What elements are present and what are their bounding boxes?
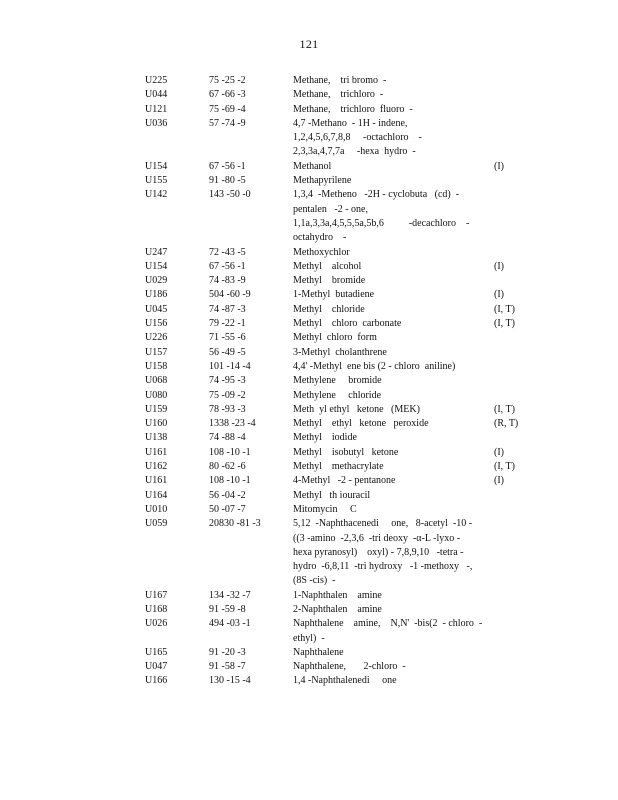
waste-code: U158 (145, 360, 168, 372)
cas-number: 494 -03 -1 (209, 618, 251, 630)
substance-name-line: 1-Naphthalen amine (293, 589, 382, 601)
waste-code: U161 (145, 446, 168, 458)
cas-number: 20830 -81 -3 (209, 518, 261, 530)
waste-code: U156 (145, 318, 168, 330)
waste-code: U225 (145, 75, 168, 86)
substance-name-line: Methylene chloride (293, 389, 382, 401)
waste-entry-row (145, 603, 525, 617)
substance-name (293, 246, 483, 260)
waste-code: U044 (145, 89, 168, 101)
substance-name (293, 460, 483, 474)
cas-number: 75 -25 -2 (209, 75, 246, 86)
waste-code: U165 (145, 646, 168, 658)
substance-name-line: Methoxychlor (293, 246, 350, 258)
substance-name-line: Methyl th iouracil (293, 489, 371, 501)
hazard-code: (I) (494, 446, 504, 458)
cas-number: 91 -80 -5 (209, 175, 246, 187)
waste-entry-row (145, 317, 525, 331)
cas-number: 108 -10 -1 (209, 475, 251, 487)
substance-name (293, 660, 483, 674)
substance-name-line: 4,4' -Methyl ene bis (2 - chloro aniline) (293, 360, 456, 372)
waste-code: U059 (145, 518, 168, 530)
substance-name-line: 2,3,3a,4,7,7a -hexa hydro - (293, 146, 416, 158)
substance-name-line: Methane, trichloro - (293, 89, 384, 101)
cas-number: 67 -56 -1 (209, 160, 246, 172)
substance-name-line: Methane, tri bromo - (293, 75, 387, 86)
waste-code: U029 (145, 275, 168, 287)
waste-entry-row (145, 417, 525, 431)
page-number: 121 (299, 37, 319, 51)
substance-name (293, 188, 483, 245)
waste-code: U226 (145, 332, 168, 344)
waste-code: U036 (145, 117, 168, 129)
hazard-code: (I, T) (494, 403, 515, 415)
cas-number: 143 -50 -0 (209, 189, 251, 201)
substance-name-line: Methyl chloro form (293, 332, 377, 344)
substance-name-line: 4,7 -Methano - 1H - indene, (293, 117, 408, 129)
cas-number: 78 -93 -3 (209, 403, 246, 415)
cas-number: 56 -04 -2 (209, 489, 246, 501)
substance-name (293, 617, 483, 646)
substance-name (293, 589, 483, 603)
waste-code: U155 (145, 175, 168, 187)
cas-number: 74 -87 -3 (209, 303, 246, 315)
waste-code: U160 (145, 418, 168, 430)
hazard-code: (I) (494, 475, 504, 487)
substance-name-line: 3-Methyl cholanthrene (293, 346, 387, 358)
substance-name-line: Methyl chloro carbonate (293, 318, 402, 330)
waste-code: U080 (145, 389, 168, 401)
waste-entry-row (145, 117, 525, 160)
waste-entry-row (145, 160, 525, 174)
substance-name (293, 174, 483, 188)
substance-name-line: Methyl bromide (293, 275, 366, 287)
cas-number: 74 -83 -9 (209, 275, 246, 287)
hazard-code: (I, T) (494, 461, 515, 473)
waste-code: U247 (145, 246, 168, 258)
substance-name (293, 288, 483, 302)
cas-number: 74 -88 -4 (209, 432, 246, 444)
substance-name (293, 403, 483, 417)
waste-entry-row (145, 617, 525, 646)
waste-code: U157 (145, 346, 168, 358)
substance-name-line: 1,4 -Naphthalenedi one (293, 675, 397, 687)
substance-name-line: Methyl isobutyl ketone (293, 446, 399, 458)
waste-code: U167 (145, 589, 168, 601)
cas-number: 101 -14 -4 (209, 360, 251, 372)
cas-number: 72 -43 -5 (209, 246, 246, 258)
waste-entry-row (145, 474, 525, 488)
substance-name-line: 2-Naphthalen amine (293, 603, 382, 615)
substance-name (293, 389, 483, 403)
substance-name (293, 374, 483, 388)
waste-entry-row (145, 660, 525, 674)
cas-number: 80 -62 -6 (209, 461, 246, 473)
substance-name (293, 474, 483, 488)
substance-name-line: octahydro - (293, 232, 347, 244)
substance-name-line: ethyl) - (293, 632, 325, 644)
substance-name-line: Methapyrilene (293, 175, 352, 187)
waste-entry-row (145, 88, 525, 102)
cas-number: 74 -95 -3 (209, 375, 246, 387)
substance-name-line: Mitomycin C (293, 503, 357, 515)
substance-name (293, 646, 483, 660)
hazard-code: (I, T) (494, 303, 515, 315)
cas-number: 79 -22 -1 (209, 318, 246, 330)
substance-name (293, 674, 483, 688)
substance-name (293, 503, 483, 517)
waste-code: U162 (145, 461, 168, 473)
cas-number: 57 -74 -9 (209, 117, 246, 129)
substance-name (293, 346, 483, 360)
waste-code: U159 (145, 403, 168, 415)
substance-name (293, 274, 483, 288)
cas-number: 130 -15 -4 (209, 675, 251, 687)
waste-entry-row (145, 103, 525, 117)
cas-number: 108 -10 -1 (209, 446, 251, 458)
substance-name (293, 317, 483, 331)
waste-entry-row (145, 517, 525, 588)
waste-code: U045 (145, 303, 168, 315)
cas-number: 91 -59 -8 (209, 603, 246, 615)
substance-name-line: (8S -cis) - (293, 575, 336, 587)
substance-name-line: pentalen -2 - one, (293, 203, 368, 215)
hazard-code: (I) (494, 160, 504, 172)
substance-name (293, 431, 483, 445)
cas-number: 75 -09 -2 (209, 389, 246, 401)
cas-number: 75 -69 -4 (209, 103, 246, 115)
waste-code: U168 (145, 603, 168, 615)
substance-name-line: 1,1a,3,3a,4,5,5,5a,5b,6 -decachloro - (293, 217, 470, 229)
cas-number: 134 -32 -7 (209, 589, 251, 601)
substance-name (293, 603, 483, 617)
substance-name (293, 160, 483, 174)
waste-code: U068 (145, 375, 168, 387)
substance-name-line: 1,2,4,5,6,7,8,8 -octachloro - (293, 132, 422, 144)
substance-name-line: Meth yl ethyl ketone (MEK) (293, 403, 420, 415)
hazard-code: (I, T) (494, 318, 515, 330)
substance-name-line: Methyl iodide (293, 432, 357, 444)
waste-code: U166 (145, 675, 168, 687)
substance-name (293, 103, 483, 117)
substance-name (293, 517, 483, 588)
waste-entry-row (145, 460, 525, 474)
waste-code: U154 (145, 160, 168, 172)
waste-entry-row (145, 589, 525, 603)
substance-name (293, 88, 483, 102)
substance-name-line: Methyl chloride (293, 303, 365, 315)
substance-name (293, 260, 483, 274)
waste-code: U154 (145, 260, 168, 272)
substance-name-line: 5,12 -Naphthacenedi one, 8-acetyl -10 - (293, 518, 473, 530)
waste-entry-row (145, 188, 525, 245)
cas-number: 91 -20 -3 (209, 646, 246, 658)
waste-code: U138 (145, 432, 168, 444)
waste-code: U047 (145, 661, 168, 673)
substance-name-line: hydro -6,8,11 -tri hydroxy -1 -methoxy -, (293, 561, 473, 573)
substance-name-line: Methyl methacrylate (293, 461, 384, 473)
substance-name (293, 360, 483, 374)
substance-name-line: Methanol (293, 160, 332, 172)
substance-name-line: Methane, trichloro fluoro - (293, 103, 413, 115)
waste-entry-row (145, 646, 525, 660)
waste-entry-row (145, 374, 525, 388)
waste-entry-row (145, 489, 525, 503)
waste-entry-row (145, 174, 525, 188)
substance-name-line: hexa pyranosyl) oxyl) - 7,8,9,10 -tetra - (293, 546, 464, 558)
substance-name-line: Naphthalene, 2-chloro - (293, 661, 406, 673)
substance-name-line: Methylene bromide (293, 375, 382, 387)
substance-name-line: Naphthalene (293, 646, 344, 658)
waste-entry-row (145, 403, 525, 417)
substance-name (293, 117, 483, 160)
waste-entry-row (145, 246, 525, 260)
substance-name (293, 74, 483, 88)
waste-code: U186 (145, 289, 168, 301)
hazard-code: (I) (494, 260, 504, 272)
substance-name-line: 1-Methyl butadiene (293, 289, 375, 301)
waste-code: U121 (145, 103, 168, 115)
substance-name-line: 4-Methyl -2 - pentanone (293, 475, 396, 487)
waste-code: U142 (145, 189, 168, 201)
cas-number: 50 -07 -7 (209, 503, 246, 515)
waste-code: U161 (145, 475, 168, 487)
cas-number: 71 -55 -6 (209, 332, 246, 344)
cas-number: 67 -66 -3 (209, 89, 246, 101)
hazard-code: (I) (494, 289, 504, 301)
cas-number: 1338 -23 -4 (209, 418, 256, 430)
substance-name-line: Methyl ethyl ketone peroxide (293, 418, 429, 430)
waste-entry-row (145, 303, 525, 317)
waste-entry-row (145, 389, 525, 403)
waste-code: U010 (145, 503, 168, 515)
waste-entry-row (145, 503, 525, 517)
waste-code: U026 (145, 618, 168, 630)
waste-entry-row (145, 288, 525, 302)
substance-name-line: Methyl alcohol (293, 260, 362, 272)
waste-entry-row (145, 260, 525, 274)
substance-name-line: 1,3,4 -Metheno -2H - cyclobuta (cd) - (293, 189, 460, 201)
substance-name (293, 446, 483, 460)
cas-number: 504 -60 -9 (209, 289, 251, 301)
substance-name-line: Naphthalene amine, N,N' -bis(2 - chloro - (293, 618, 483, 630)
substance-name (293, 331, 483, 345)
hazardous-waste-listing (145, 74, 525, 689)
waste-entry-row (145, 431, 525, 445)
waste-entry-row (145, 331, 525, 345)
cas-number: 91 -58 -7 (209, 661, 246, 673)
waste-entry-row (145, 446, 525, 460)
hazard-code: (R, T) (494, 418, 519, 430)
waste-entry-row (145, 346, 525, 360)
substance-name-line: ((3 -amino -2,3,6 -tri deoxy -α-L -lyxo - (293, 532, 461, 544)
waste-code: U164 (145, 489, 168, 501)
waste-entry-row (145, 274, 525, 288)
substance-name (293, 417, 483, 431)
waste-entry-row (145, 674, 525, 688)
waste-entry-row (145, 74, 525, 88)
waste-entry-row (145, 360, 525, 374)
cas-number: 67 -56 -1 (209, 260, 246, 272)
substance-name (293, 303, 483, 317)
cas-number: 56 -49 -5 (209, 346, 246, 358)
substance-name (293, 489, 483, 503)
